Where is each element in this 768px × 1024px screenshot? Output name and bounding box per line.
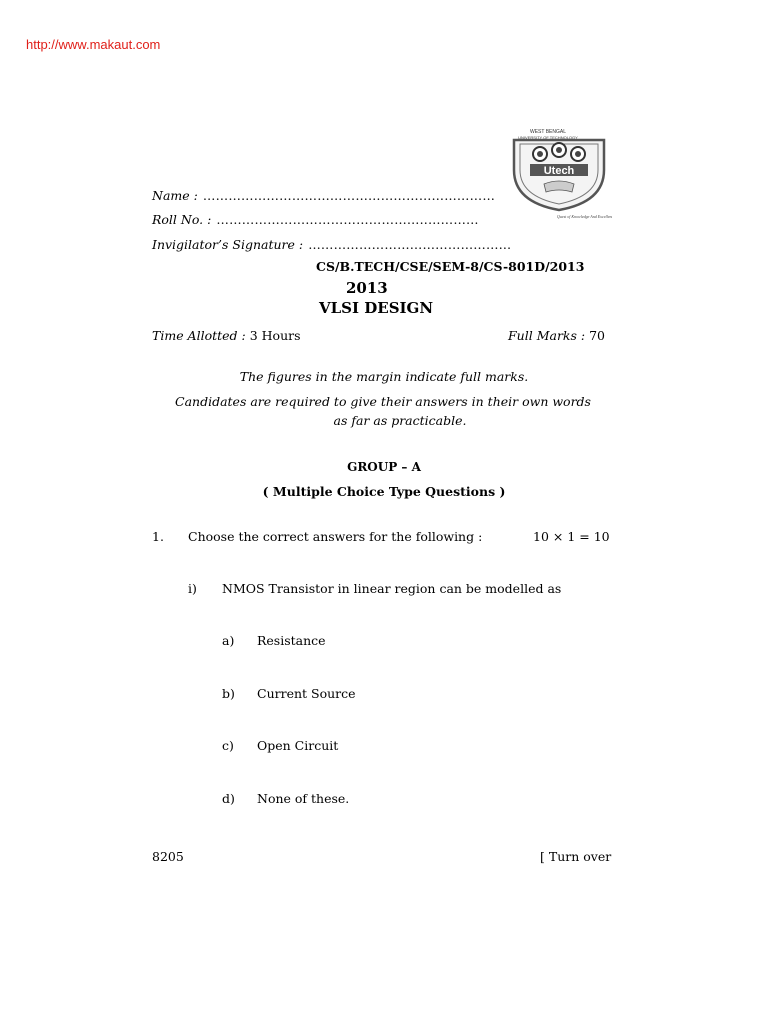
option-letter: c) xyxy=(222,738,234,753)
option-text: None of these. xyxy=(257,791,350,806)
signature-label: Invigilator’s Signature : xyxy=(152,237,304,252)
turn-over-note: [ Turn over xyxy=(540,849,612,864)
roll-no-field xyxy=(152,209,479,228)
subject-title: VLSI DESIGN xyxy=(319,299,434,317)
option-text: Resistance xyxy=(257,633,326,648)
question-marks: 10 × 1 = 10 xyxy=(533,529,610,544)
option-letter: d) xyxy=(222,791,235,806)
signature-field xyxy=(152,234,511,253)
option-letter: b) xyxy=(222,686,235,701)
instruction-line-1: The figures in the margin indicate full marks. xyxy=(239,369,529,384)
roll-no-dots: …………………………………………..………… xyxy=(216,212,479,227)
name-label: Name : xyxy=(152,188,198,203)
signature-dots: ………………………………………… xyxy=(308,237,512,252)
exam-year: 2013 xyxy=(346,279,388,297)
name-field xyxy=(152,185,495,204)
paper-number: 8205 xyxy=(152,849,184,864)
time-allotted xyxy=(152,328,301,343)
question-number: 1. xyxy=(152,529,164,544)
source-url-link[interactable]: http://www.makaut.com xyxy=(26,37,161,52)
option-text: Open Circuit xyxy=(257,738,339,753)
subquestion-number: i) xyxy=(188,581,197,596)
logo-motto: Quest of Knowledge And Excellence xyxy=(556,214,612,219)
question-text: Choose the correct answers for the following : xyxy=(188,529,483,544)
name-dots: …………………………………………………………… xyxy=(202,188,496,203)
group-title: GROUP – A xyxy=(347,460,421,474)
logo-name: Utech xyxy=(543,165,575,177)
roll-no-label: Roll No. : xyxy=(152,212,212,227)
full-marks xyxy=(508,328,605,343)
university-logo xyxy=(486,128,612,228)
paper-code: CS/B.TECH/CSE/SEM-8/CS-801D/2013 xyxy=(316,259,585,274)
instruction-line-3: as far as practicable. xyxy=(333,413,467,428)
time-value: 3 Hours xyxy=(249,328,301,343)
time-label: Time Allotted : xyxy=(152,328,246,343)
option-letter: a) xyxy=(222,633,235,648)
marks-label: Full Marks : xyxy=(508,328,586,343)
logo-subtitle: UNIVERSITY OF TECHNOLOGY xyxy=(518,135,578,140)
logo-top-text: WEST BENGAL xyxy=(529,129,567,135)
option-text: Current Source xyxy=(257,686,356,701)
subquestion-text: NMOS Transistor in linear region can be modelled as xyxy=(222,581,562,596)
instruction-line-2: Candidates are required to give their answers in their own words xyxy=(175,394,591,409)
marks-value: 70 xyxy=(589,328,605,343)
group-subtitle: ( Multiple Choice Type Questions ) xyxy=(262,484,506,499)
